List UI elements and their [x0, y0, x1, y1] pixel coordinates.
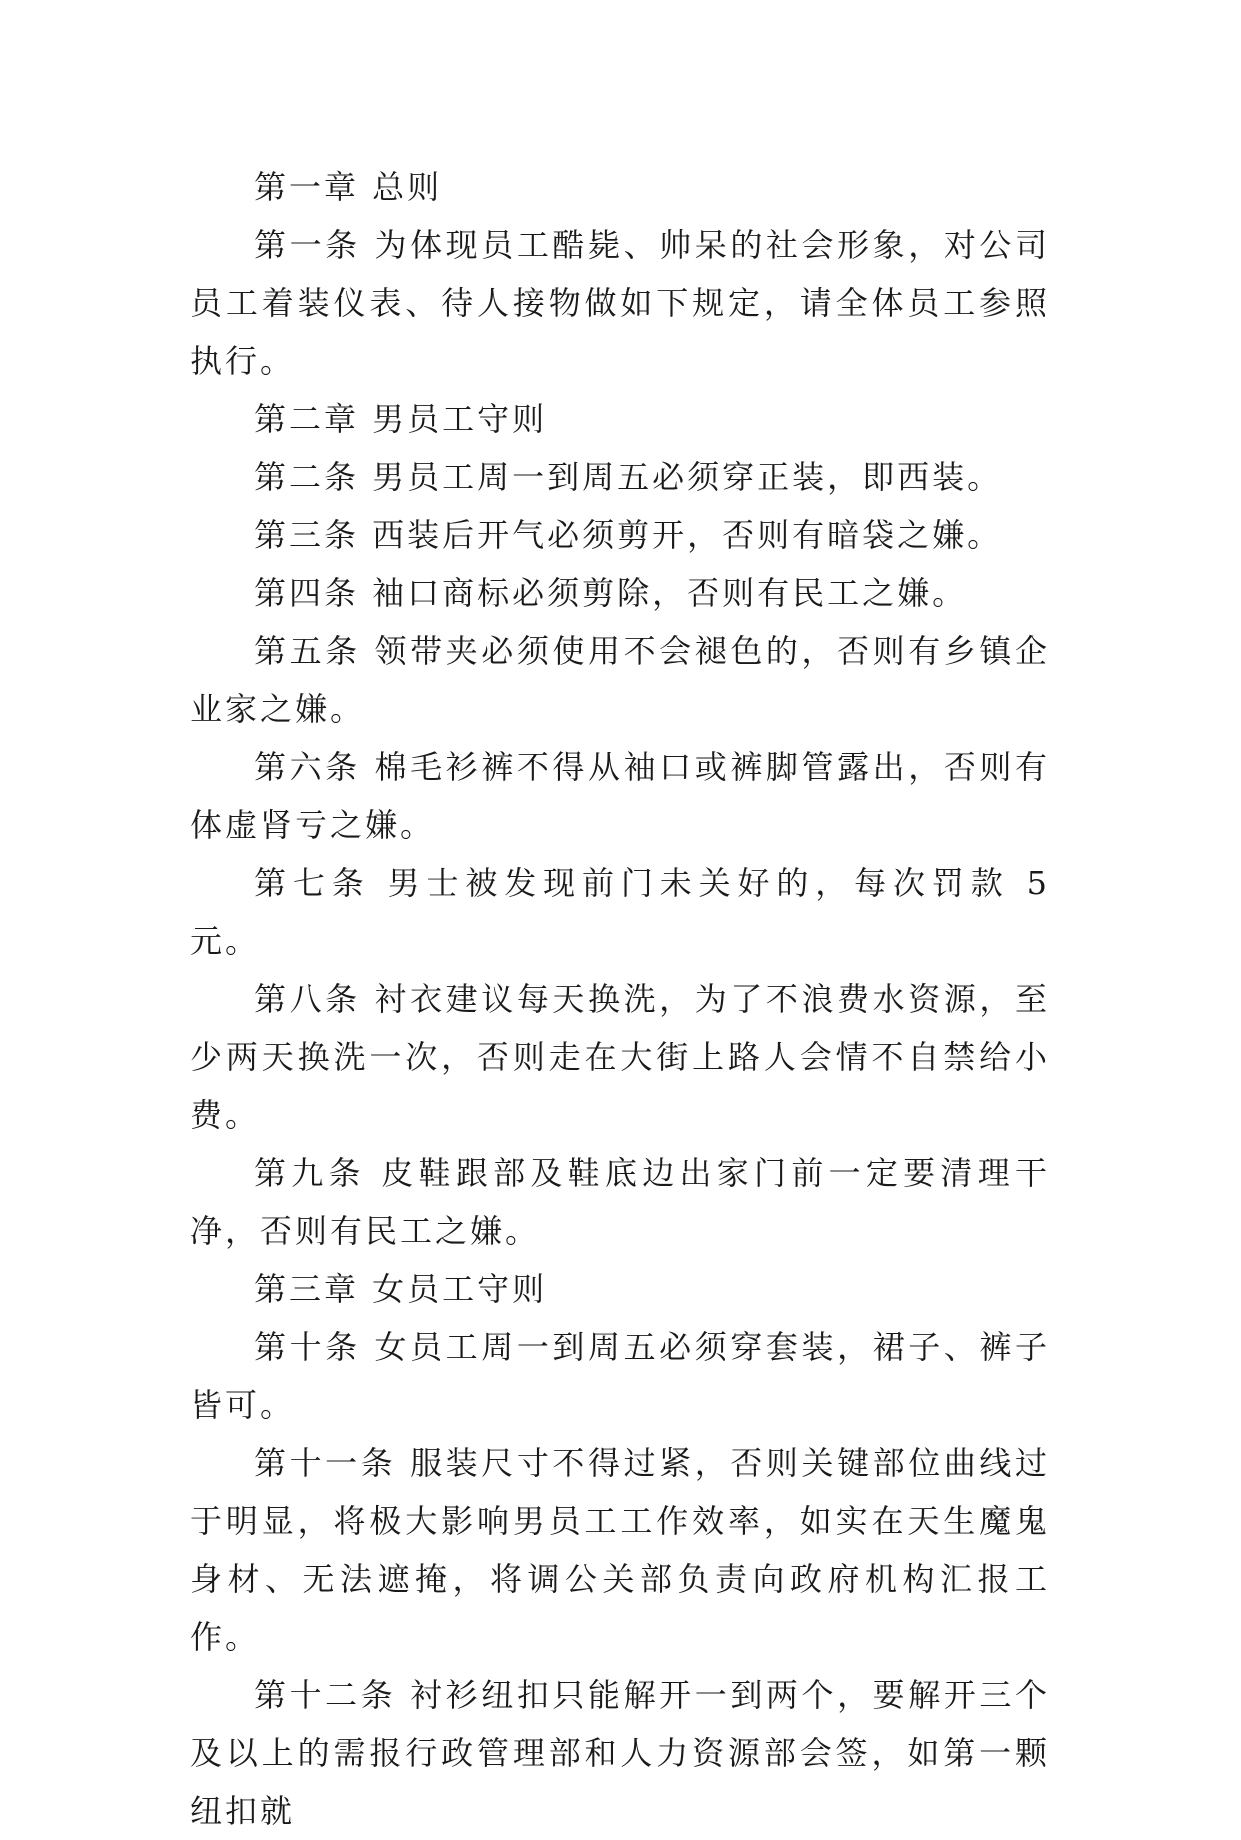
article-11: 第十一条 服装尺寸不得过紧，否则关键部位曲线过于明显，将极大影响男员工工作效率，如实在天生魔鬼身材、无法遮掩，将调公关部负责向政府机构汇报工作。 — [190, 1444, 1050, 1656]
article-9: 第九条 皮鞋跟部及鞋底边出家门前一定要清理干净，否则有民工之嫌。 — [190, 1154, 1050, 1250]
article-12: 第十二条 衬衫纽扣只能解开一到两个，要解开三个及以上的需报行政管理部和人力资源部会签，如第一颗纽扣就 — [190, 1676, 1050, 1830]
document-body — [190, 158, 1050, 1840]
article-1: 第一条 为体现员工酷毙、帅呆的社会形象，对公司员工着装仪表、待人接物做如下规定，请全体员工参照执行。 — [190, 226, 1050, 380]
article-6: 第六条 棉毛衫裤不得从袖口或裤脚管露出，否则有体虚肾亏之嫌。 — [190, 748, 1050, 844]
chapter-heading-1: 第一章 总则 — [254, 168, 443, 206]
article-5: 第五条 领带夹必须使用不会褪色的，否则有乡镇企业家之嫌。 — [190, 632, 1050, 728]
article-10: 第十条 女员工周一到周五必须穿套装，裙子、裤子皆可。 — [190, 1328, 1050, 1424]
article-7: 第七条 男士被发现前门未关好的，每次罚款 5 元。 — [190, 864, 1050, 960]
article-3: 第三条 西装后开气必须剪开，否则有暗袋之嫌。 — [254, 516, 1003, 554]
article-8: 第八条 衬衣建议每天换洗，为了不浪费水资源，至少两天换洗一次，否则走在大街上路人会情不自禁给小费。 — [190, 980, 1050, 1134]
chapter-heading-3: 第三章 女员工守则 — [254, 1270, 548, 1308]
chapter-heading-2: 第二章 男员工守则 — [254, 400, 548, 438]
article-2: 第二条 男员工周一到周五必须穿正装，即西装。 — [254, 458, 1003, 496]
article-4: 第四条 袖口商标必须剪除，否则有民工之嫌。 — [254, 574, 968, 612]
